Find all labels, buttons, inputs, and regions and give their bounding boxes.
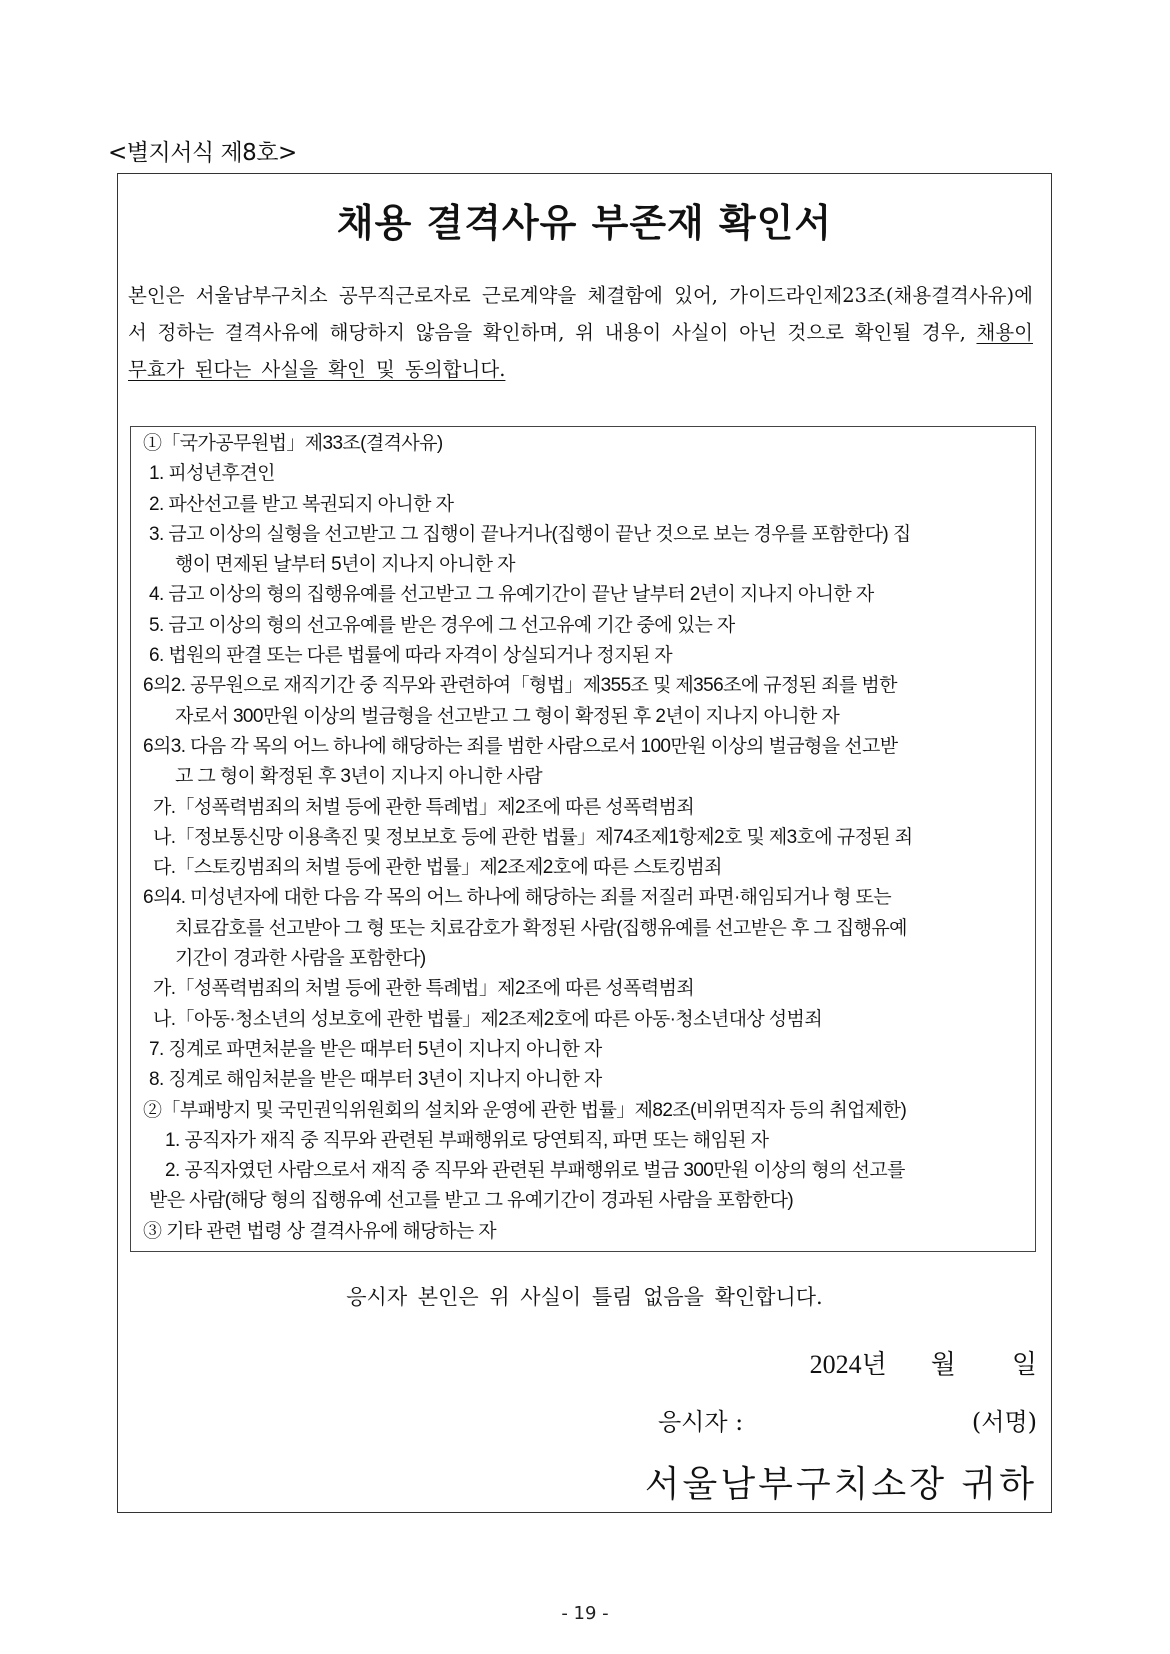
list-item: 7. 징계로 파면처분을 받은 때부터 5년이 지나지 아니한 자 [149, 1038, 602, 1060]
list-item: 1. 피성년후견인 [149, 463, 275, 485]
list-item: 기간이 경과한 사람을 포함한다) [175, 948, 426, 970]
list-item: 2. 파산선고를 받고 복권되지 아니한 자 [149, 493, 454, 515]
list-item: ①「국가공무원법」제33조(결격사유) [143, 433, 443, 454]
list-item: ③ 기타 관련 법령 상 결격사유에 해당하는 자 [143, 1220, 496, 1242]
list-item: 4. 금고 이상의 형의 집행유예를 선고받고 그 유예기간이 끝난 날부터 2년이 지나지 아니한 자 [149, 584, 874, 606]
disqualification-list [130, 426, 1036, 1252]
list-item: 나.「정보통신망 이용촉진 및 정보보호 등에 관한 법률」제74조제1항제2호 및 제3호에 규정된 죄 [153, 826, 913, 848]
list-item: ②「부패방지 및 국민권익위원회의 설치와 운영에 관한 법률」제82조(비위면직자 등의 취업제한) [143, 1099, 907, 1121]
date-month: 월 [930, 1350, 956, 1379]
list-item: 다.「스토킹범죄의 처벌 등에 관한 법률」제2조제2호에 따른 스토킹범죄 [153, 857, 722, 879]
list-item: 행이 면제된 날부터 5년이 지나지 아니한 자 [175, 554, 515, 576]
signature-placeholder: (서명) [971, 1408, 1037, 1436]
list-item: 나.「아동·청소년의 성보호에 관한 법률」제2조제2호에 따른 아동·청소년대상 성범죄 [153, 1008, 823, 1030]
signer-line [658, 1402, 1037, 1437]
confirmation-statement: 응시자 본인은 위 사실이 틀림 없음을 확인합니다. [346, 1285, 823, 1309]
form-number: <별지서식 제8호> [108, 140, 297, 166]
date-day: 일 [1011, 1350, 1037, 1379]
signer-label: 응시자 : [658, 1408, 744, 1436]
list-item: 치료감호를 선고받아 그 형 또는 치료감호가 확정된 사람(집행유예를 선고받은 후 그 집행유예 [175, 917, 907, 939]
list-item: 2. 공직자였던 사람으로서 재직 중 직무와 관련된 부패행위로 벌금 300만원 이상의 형의 선고를 [165, 1160, 905, 1182]
form-frame [117, 173, 1052, 1513]
addressee: 서울남부구치소장 귀하 [644, 1464, 1037, 1505]
list-item: 3. 금고 이상의 실형을 선고받고 그 집행이 끝나거나(집행이 끝난 것으로 보는 경우를 포함한다) 집 [149, 523, 911, 545]
document-title: 채용 결격사유 부존재 확인서 [336, 201, 833, 245]
page-number: - 19 - [561, 1603, 609, 1624]
date-year: 2024년 [809, 1350, 887, 1379]
list-item: 받은 사람(해당 형의 집행유예 선고를 받고 그 유예기간이 경과된 사람을 포함한다) [149, 1190, 794, 1212]
list-item: 고 그 형이 확정된 후 3년이 지나지 아니한 사람 [175, 766, 542, 788]
list-item: 6의4. 미성년자에 대한 다음 각 목의 어느 하나에 해당하는 죄를 저질러 파면·해임되거나 형 또는 [143, 887, 892, 909]
intro-underlined-text: 채용이 무효가 된다는 사실을 확인 및 동의합니다. [128, 321, 1033, 381]
list-item: 8. 징계로 해임처분을 받은 때부터 3년이 지나지 아니한 자 [149, 1069, 602, 1091]
list-item: 가.「성폭력범죄의 처벌 등에 관한 특례법」제2조에 따른 성폭력범죄 [153, 796, 695, 818]
list-item: 6의3. 다음 각 목의 어느 하나에 해당하는 죄를 범한 사람으로서 100만원 이상의 벌금형을 선고받 [143, 735, 898, 757]
list-item: 가.「성폭력범죄의 처벌 등에 관한 특례법」제2조에 따른 성폭력범죄 [153, 978, 695, 1000]
list-item: 5. 금고 이상의 형의 선고유예를 받은 경우에 그 선고유예 기간 중에 있는 자 [149, 614, 735, 636]
list-item: 1. 공직자가 재직 중 직무와 관련된 부패행위로 당연퇴직, 파면 또는 해임된 자 [165, 1129, 769, 1151]
intro-paragraph [128, 277, 1033, 388]
date-line [810, 1344, 1037, 1381]
list-item: 6. 법원의 판결 또는 다른 법률에 따라 자격이 상실되거나 정지된 자 [149, 645, 673, 667]
list-item: 6의2. 공무원으로 재직기간 중 직무와 관련하여「형법」제355조 및 제356조에 규정된 죄를 범한 [143, 675, 897, 697]
list-item: 자로서 300만원 이상의 벌금형을 선고받고 그 형이 확정된 후 2년이 지나지 아니한 자 [175, 705, 840, 727]
intro-text: 본인은 서울남부구치소 공무직근로자로 근로계약을 체결함에 있어, 가이드라인제23조(채용결격사유)에서 정하는 결격사유에 해당하지 않음을 확인하며, 위 내용이 사실이 아닌 것으로 확인될 경우, [128, 284, 1033, 344]
